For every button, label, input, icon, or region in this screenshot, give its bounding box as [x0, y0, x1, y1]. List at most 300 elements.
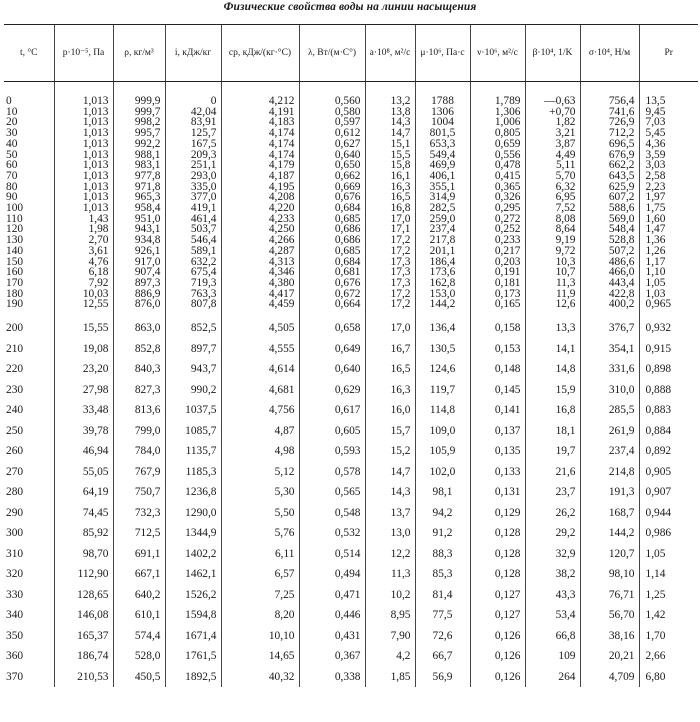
cell-beta: 38,2: [525, 564, 580, 585]
cell-a: 14,3: [365, 482, 415, 503]
cell-cp: 5,76: [221, 523, 299, 544]
cell-rho: 992,2: [113, 139, 165, 150]
cell-p: 55,05: [54, 462, 113, 483]
cell-sigma: 400,2: [580, 299, 639, 310]
cell-a: 17,3: [365, 267, 415, 278]
cell-beta: 14,1: [525, 339, 580, 360]
cell-nu: 0,153: [470, 339, 525, 360]
cell-p: 165,37: [54, 626, 113, 647]
cell-sigma: 696,5: [580, 139, 639, 150]
cell-i: 251,1: [165, 160, 221, 171]
header-beta: β·10⁴, 1/K: [525, 25, 580, 82]
cell-beta: 8,08: [525, 214, 580, 225]
cell-lambda: 0,471: [299, 585, 365, 606]
cell-nu: 0,252: [470, 224, 525, 235]
cell-mu: 66,7: [415, 646, 470, 667]
cell-sigma: 76,71: [580, 585, 639, 606]
cell-p: 186,74: [54, 646, 113, 667]
cell-p: 1,43: [54, 214, 113, 225]
cell-cp: 4,459: [221, 299, 299, 310]
cell-i: 461,4: [165, 214, 221, 225]
cell-pr: 1,03: [639, 289, 698, 300]
cell-nu: 0,295: [470, 203, 525, 214]
cell-mu: 801,5: [415, 128, 470, 139]
cell-t: 150: [6, 255, 24, 268]
cell-sigma: 98,10: [580, 564, 639, 585]
cell-sigma: 191,3: [580, 482, 639, 503]
cell-nu: 0,126: [470, 646, 525, 667]
cell-sigma: 466,0: [580, 267, 639, 278]
cell-rho: 934,8: [113, 235, 165, 246]
cell-a: 12,2: [365, 544, 415, 565]
cell-i: 377,0: [165, 192, 221, 203]
cell-sigma: 712,2: [580, 128, 639, 139]
cell-beta: 109: [525, 646, 580, 667]
cell-nu: 0,141: [470, 400, 525, 421]
cell-mu: 282,5: [415, 203, 470, 214]
cell-mu: 406,1: [415, 171, 470, 182]
cell-beta: 10,7: [525, 267, 580, 278]
cell-cp: 4,250: [221, 224, 299, 235]
cell-pr: 0,888: [639, 380, 698, 401]
cell-i: 419,1: [165, 203, 221, 214]
cell-lambda: 0,672: [299, 289, 365, 300]
cell-t: 300: [6, 527, 24, 540]
cell-t: 350: [6, 629, 24, 642]
cell-pr: 3,03: [639, 160, 698, 171]
cell-i: 1761,5: [165, 646, 221, 667]
cell-t: 210: [6, 342, 24, 355]
cell-cp: 4,233: [221, 214, 299, 225]
cell-a: 16,7: [365, 339, 415, 360]
cell-t: 20: [6, 116, 18, 129]
cell-t: 320: [6, 568, 24, 581]
cell-mu: 114,8: [415, 400, 470, 421]
cell-beta: —0,63: [525, 96, 580, 107]
cell-lambda: 0,597: [299, 117, 365, 128]
cell-lambda: 0,494: [299, 564, 365, 585]
cell-t: 220: [6, 363, 24, 376]
cell-p: 74,45: [54, 503, 113, 524]
cell-cp: 8,20: [221, 605, 299, 626]
cell-pr: 0,892: [639, 441, 698, 462]
cell-a: 17,3: [365, 257, 415, 268]
cell-sigma: 422,8: [580, 289, 639, 300]
cell-i: 897,7: [165, 339, 221, 360]
cell-sigma: 625,9: [580, 182, 639, 193]
cell-mu: 88,3: [415, 544, 470, 565]
cell-p: 1,013: [54, 107, 113, 118]
cell-beta: 32,9: [525, 544, 580, 565]
cell-rho: 995,7: [113, 128, 165, 139]
header-nu: ν·10⁶, м²/с: [470, 25, 525, 82]
cell-t: 240: [6, 404, 24, 417]
cell-cp: 6,57: [221, 564, 299, 585]
header-cp: cp, кДж/(кг·°С): [221, 25, 299, 82]
gap-row: [4, 310, 698, 318]
cell-lambda: 0,662: [299, 171, 365, 182]
cell-mu: 217,8: [415, 235, 470, 246]
cell-rho: 528,0: [113, 646, 165, 667]
cell-t: 70: [6, 169, 18, 182]
cell-a: 15,7: [365, 421, 415, 442]
cell-p: 128,65: [54, 585, 113, 606]
cell-sigma: 726,9: [580, 117, 639, 128]
header-lambda: λ, Вт/(м·С°): [299, 25, 365, 82]
cell-a: 17,2: [365, 299, 415, 310]
cell-t: 280: [6, 486, 24, 499]
cell-sigma: 569,0: [580, 214, 639, 225]
cell-pr: 3,59: [639, 150, 698, 161]
table-row: [4, 339, 698, 360]
cell-i: 1892,5: [165, 667, 221, 688]
cell-t: 90: [6, 191, 18, 204]
cell-lambda: 0,565: [299, 482, 365, 503]
cell-mu: 105,9: [415, 441, 470, 462]
cell-a: 17,0: [365, 214, 415, 225]
cell-i: 1526,2: [165, 585, 221, 606]
cell-t: 160: [6, 266, 24, 279]
cell-rho: 813,6: [113, 400, 165, 421]
cell-beta: 18,1: [525, 421, 580, 442]
cell-nu: 0,326: [470, 192, 525, 203]
cell-a: 4,2: [365, 646, 415, 667]
cell-p: 1,013: [54, 160, 113, 171]
cell-t: 250: [6, 424, 24, 437]
cell-sigma: 214,8: [580, 462, 639, 483]
cell-a: 15,1: [365, 139, 415, 150]
cell-beta: 12,6: [525, 299, 580, 310]
cell-i: 1594,8: [165, 605, 221, 626]
table-row: [4, 318, 698, 339]
cell-cp: 4,208: [221, 192, 299, 203]
cell-cp: 4,681: [221, 380, 299, 401]
cell-sigma: 643,5: [580, 171, 639, 182]
cell-t: 110: [6, 212, 23, 225]
cell-cp: 6,11: [221, 544, 299, 565]
cell-mu: 549,4: [415, 150, 470, 161]
cell-a: 13,7: [365, 503, 415, 524]
cell-pr: 0,965: [639, 299, 698, 310]
cell-rho: 965,3: [113, 192, 165, 203]
table-row: [4, 246, 698, 257]
cell-beta: 14,8: [525, 359, 580, 380]
cell-i: 335,0: [165, 182, 221, 193]
cell-cp: 4,220: [221, 203, 299, 214]
cell-a: 17,1: [365, 224, 415, 235]
cell-lambda: 0,685: [299, 246, 365, 257]
cell-cp: 7,25: [221, 585, 299, 606]
header-pr: Pr: [639, 25, 698, 82]
cell-beta: 3,21: [525, 128, 580, 139]
cell-nu: 0,365: [470, 182, 525, 193]
cell-i: 763,3: [165, 289, 221, 300]
cell-pr: 1,47: [639, 224, 698, 235]
cell-cp: 5,50: [221, 503, 299, 524]
cell-beta: 3,87: [525, 139, 580, 150]
cell-p: 27,98: [54, 380, 113, 401]
cell-cp: 4,174: [221, 150, 299, 161]
table-row: [4, 139, 698, 150]
cell-p: 1,013: [54, 203, 113, 214]
cell-pr: 1,75: [639, 203, 698, 214]
cell-pr: 0,884: [639, 421, 698, 442]
cell-lambda: 0,650: [299, 160, 365, 171]
cell-a: 13,2: [365, 96, 415, 107]
cell-p: 15,55: [54, 318, 113, 339]
cell-t: 370: [6, 670, 24, 683]
cell-lambda: 0,629: [299, 380, 365, 401]
cell-cp: 4,287: [221, 246, 299, 257]
cell-rho: 999,9: [113, 96, 165, 107]
cell-t: 0: [6, 95, 12, 107]
table-row: [4, 299, 698, 310]
cell-sigma: 4,709: [580, 667, 639, 688]
cell-mu: 119,7: [415, 380, 470, 401]
cell-p: 10,03: [54, 289, 113, 300]
cell-rho: 977,8: [113, 171, 165, 182]
cell-cp: 4,505: [221, 318, 299, 339]
cell-t: 170: [6, 276, 24, 289]
cell-nu: 0,659: [470, 139, 525, 150]
cell-pr: 1,70: [639, 626, 698, 647]
cell-pr: 1,25: [639, 585, 698, 606]
cell-rho: 610,1: [113, 605, 165, 626]
cell-beta: 6,95: [525, 192, 580, 203]
cell-p: 1,98: [54, 224, 113, 235]
cell-beta: 5,70: [525, 171, 580, 182]
cell-lambda: 0,446: [299, 605, 365, 626]
cell-pr: 0,944: [639, 503, 698, 524]
cell-a: 16,3: [365, 182, 415, 193]
cell-nu: 0,165: [470, 299, 525, 310]
cell-a: 7,90: [365, 626, 415, 647]
cell-pr: 13,5: [639, 96, 698, 107]
cell-rho: 799,0: [113, 421, 165, 442]
cell-mu: 1004: [415, 117, 470, 128]
cell-nu: 0,272: [470, 214, 525, 225]
cell-i: 589,1: [165, 246, 221, 257]
cell-cp: 4,187: [221, 171, 299, 182]
cell-t: 50: [6, 148, 18, 161]
cell-cp: 4,756: [221, 400, 299, 421]
cell-p: 1,013: [54, 182, 113, 193]
cell-pr: 0,986: [639, 523, 698, 544]
cell-t: 270: [6, 465, 24, 478]
cell-cp: 4,87: [221, 421, 299, 442]
cell-nu: 0,478: [470, 160, 525, 171]
cell-sigma: 237,4: [580, 441, 639, 462]
cell-beta: 264: [525, 667, 580, 688]
cell-sigma: 662,2: [580, 160, 639, 171]
cell-cp: 14,65: [221, 646, 299, 667]
cell-pr: 5,45: [639, 128, 698, 139]
table-row: [4, 359, 698, 380]
cell-p: 210,53: [54, 667, 113, 688]
cell-cp: 4,195: [221, 182, 299, 193]
cell-i: 293,0: [165, 171, 221, 182]
header-sigma: σ·10⁴, Н/м: [580, 25, 639, 82]
cell-beta: 16,8: [525, 400, 580, 421]
cell-t: 30: [6, 127, 18, 140]
cell-i: 42,04: [165, 107, 221, 118]
table-row: [4, 605, 698, 626]
cell-p: 112,90: [54, 564, 113, 585]
cell-beta: +0,70: [525, 107, 580, 118]
cell-t: 180: [6, 287, 24, 300]
cell-sigma: 354,1: [580, 339, 639, 360]
cell-t: 100: [6, 202, 24, 215]
cell-i: 0: [165, 96, 221, 107]
cell-lambda: 0,658: [299, 318, 365, 339]
cell-beta: 26,2: [525, 503, 580, 524]
cell-lambda: 0,685: [299, 214, 365, 225]
cell-a: 16,0: [365, 400, 415, 421]
cell-a: 17,0: [365, 318, 415, 339]
cell-beta: 66,8: [525, 626, 580, 647]
table-row: [4, 380, 698, 401]
cell-pr: 1,05: [639, 278, 698, 289]
cell-beta: 43,3: [525, 585, 580, 606]
cell-t: 330: [6, 588, 24, 601]
cell-a: 13,0: [365, 523, 415, 544]
cell-rho: 750,7: [113, 482, 165, 503]
cell-i: 1185,3: [165, 462, 221, 483]
cell-lambda: 0,580: [299, 107, 365, 118]
cell-p: 4,76: [54, 257, 113, 268]
cell-rho: 732,3: [113, 503, 165, 524]
cell-beta: 15,9: [525, 380, 580, 401]
cell-pr: 1,97: [639, 192, 698, 203]
cell-p: 6,18: [54, 267, 113, 278]
cell-beta: 10,3: [525, 257, 580, 268]
cell-nu: 0,805: [470, 128, 525, 139]
cell-pr: 2,23: [639, 182, 698, 193]
cell-p: 7,92: [54, 278, 113, 289]
cell-sigma: 588,6: [580, 203, 639, 214]
header-a: a·10⁸, м²/с: [365, 25, 415, 82]
cell-rho: 640,2: [113, 585, 165, 606]
cell-lambda: 0,684: [299, 203, 365, 214]
cell-mu: 1306: [415, 107, 470, 118]
cell-lambda: 0,367: [299, 646, 365, 667]
cell-nu: 0,129: [470, 503, 525, 524]
cell-i: 719,3: [165, 278, 221, 289]
cell-cp: 4,313: [221, 257, 299, 268]
cell-lambda: 0,681: [299, 267, 365, 278]
cell-pr: 0,883: [639, 400, 698, 421]
cell-pr: 6,80: [639, 667, 698, 688]
cell-p: 1,013: [54, 128, 113, 139]
cell-cp: 4,266: [221, 235, 299, 246]
cell-beta: 9,72: [525, 246, 580, 257]
cell-i: 990,2: [165, 380, 221, 401]
cell-sigma: 607,2: [580, 192, 639, 203]
cell-mu: 469,9: [415, 160, 470, 171]
cell-mu: 77,5: [415, 605, 470, 626]
cell-t: 60: [6, 159, 18, 172]
cell-lambda: 0,560: [299, 96, 365, 107]
cell-mu: 72,6: [415, 626, 470, 647]
header-rho: ρ, кг/м³: [113, 25, 165, 82]
cell-i: 1085,7: [165, 421, 221, 442]
cell-mu: 98,1: [415, 482, 470, 503]
cell-lambda: 0,676: [299, 192, 365, 203]
cell-pr: 2,58: [639, 171, 698, 182]
cell-nu: 0,128: [470, 544, 525, 565]
cell-nu: 0,148: [470, 359, 525, 380]
cell-sigma: 741,6: [580, 107, 639, 118]
water-properties-table: [4, 24, 698, 687]
cell-pr: 4,36: [639, 139, 698, 150]
cell-beta: 4,49: [525, 150, 580, 161]
cell-beta: 11,9: [525, 289, 580, 300]
cell-p: 19,08: [54, 339, 113, 360]
cell-p: 2,70: [54, 235, 113, 246]
cell-rho: 926,1: [113, 246, 165, 257]
cell-p: 12,55: [54, 299, 113, 310]
cell-nu: 0,415: [470, 171, 525, 182]
cell-sigma: 507,2: [580, 246, 639, 257]
cell-a: 14,7: [365, 128, 415, 139]
cell-mu: 237,4: [415, 224, 470, 235]
cell-beta: 19,7: [525, 441, 580, 462]
cell-a: 16,8: [365, 203, 415, 214]
cell-sigma: 310,0: [580, 380, 639, 401]
cell-lambda: 0,684: [299, 257, 365, 268]
cell-t: 10: [6, 105, 18, 118]
cell-p: 39,78: [54, 421, 113, 442]
cell-mu: 201,1: [415, 246, 470, 257]
cell-sigma: 38,16: [580, 626, 639, 647]
cell-mu: 653,3: [415, 139, 470, 150]
cell-pr: 0,898: [639, 359, 698, 380]
cell-t: 40: [6, 137, 18, 150]
cell-p: 85,92: [54, 523, 113, 544]
cell-sigma: 285,5: [580, 400, 639, 421]
cell-a: 8,95: [365, 605, 415, 626]
cell-nu: 0,128: [470, 523, 525, 544]
cell-a: 17,2: [365, 289, 415, 300]
header-t: t, °C: [4, 25, 54, 82]
cell-beta: 7,52: [525, 203, 580, 214]
cell-cp: 5,12: [221, 462, 299, 483]
cell-mu: 102,0: [415, 462, 470, 483]
table-row: [4, 667, 698, 688]
cell-p: 33,48: [54, 400, 113, 421]
cell-cp: 4,183: [221, 117, 299, 128]
cell-rho: 691,1: [113, 544, 165, 565]
table-row: [4, 503, 698, 524]
cell-nu: 0,137: [470, 421, 525, 442]
cell-sigma: 20,21: [580, 646, 639, 667]
cell-nu: 0,233: [470, 235, 525, 246]
cell-rho: 827,3: [113, 380, 165, 401]
cell-nu: 0,217: [470, 246, 525, 257]
cell-i: 1037,5: [165, 400, 221, 421]
cell-nu: 0,158: [470, 318, 525, 339]
cell-p: 1,013: [54, 192, 113, 203]
cell-nu: 0,181: [470, 278, 525, 289]
cell-pr: 0,932: [639, 318, 698, 339]
cell-i: 807,8: [165, 299, 221, 310]
cell-sigma: 331,6: [580, 359, 639, 380]
table-body-upper: [4, 82, 698, 311]
cell-mu: 81,4: [415, 585, 470, 606]
cell-pr: 1,05: [639, 544, 698, 565]
cell-cp: 5,30: [221, 482, 299, 503]
cell-cp: 4,346: [221, 267, 299, 278]
